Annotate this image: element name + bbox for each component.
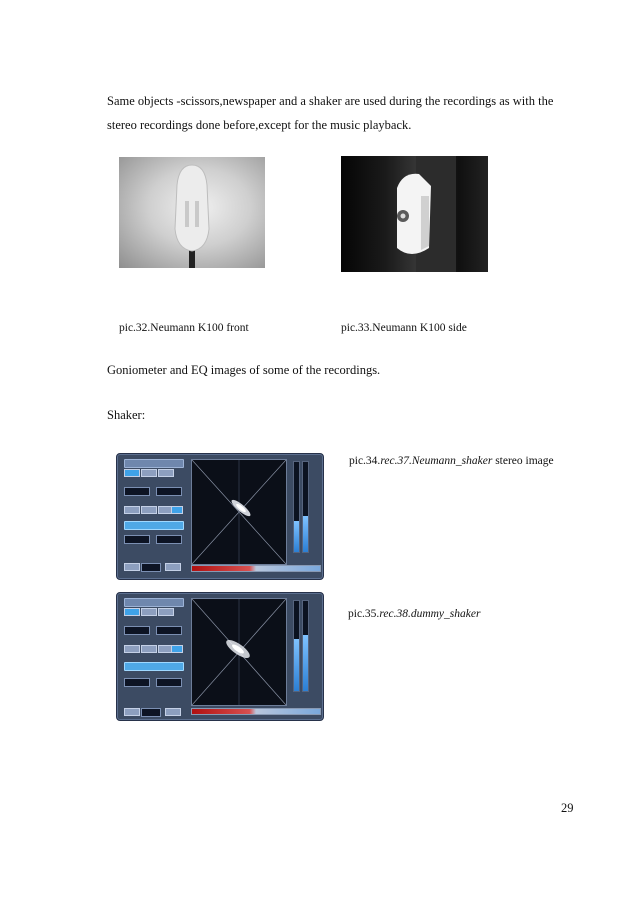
caption-pic32: pic.32.Neumann K100 front (119, 322, 249, 334)
goniometer-image-neumann-shaker (116, 453, 324, 580)
caption-pic34-suffix: stereo image (492, 455, 554, 467)
goniometer-image-dummy-shaker (116, 592, 324, 721)
caption-pic34-recording: rec.37.Neumann_shaker (380, 455, 493, 467)
neumann-k100-front-photo (119, 157, 265, 268)
caption-pic34 (349, 455, 554, 467)
shaker-heading: Shaker: (107, 408, 146, 422)
caption-pic35-recording: rec.38.dummy_shaker (379, 608, 481, 620)
intro-line-1: Same objects -scissors,newspaper and a shaker are used during the recordings as with the (107, 94, 554, 108)
caption-pic33: pic.33.Neumann K100 side (341, 322, 467, 334)
caption-pic35 (348, 608, 480, 620)
intro-line-2: stereo recordings done before,except for the music playback. (107, 118, 412, 132)
section-heading: Goniometer and EQ images of some of the recordings. (107, 363, 381, 377)
page-number: 29 (561, 801, 574, 815)
neumann-k100-side-photo (341, 156, 488, 272)
caption-pic35-prefix: pic.35. (348, 608, 380, 620)
caption-pic34-prefix: pic.34. (349, 455, 381, 467)
